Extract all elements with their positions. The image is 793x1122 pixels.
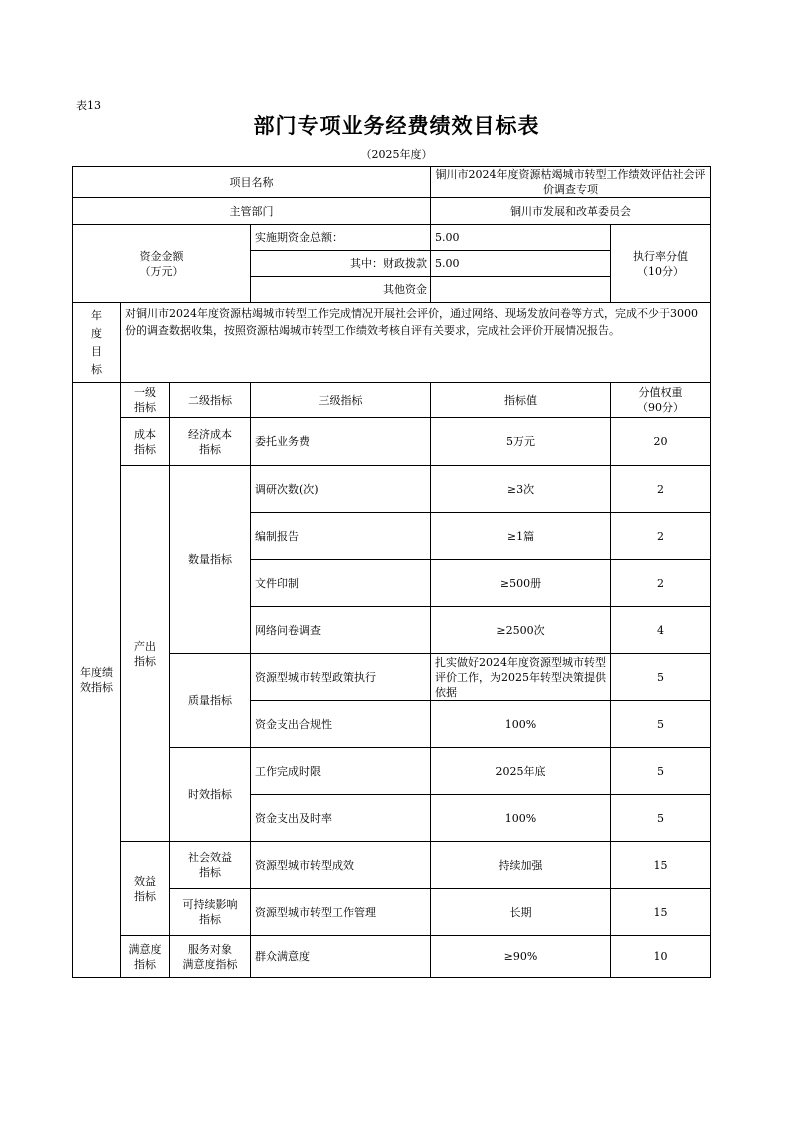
benefit-label-line2: 指标 <box>134 889 156 903</box>
indicator-value: ≥2500次 <box>431 607 611 654</box>
indicator-weight: 5 <box>611 748 711 795</box>
fiscal-funds-label: 其中：财政拨款 <box>251 251 431 277</box>
indicator-weight: 15 <box>611 842 711 889</box>
dept-label: 主管部门 <box>73 198 431 225</box>
indicator-name: 资金支出及时率 <box>251 795 431 842</box>
output-label-line1: 产出 <box>134 639 156 653</box>
quality-indicator-label: 质量指标 <box>170 654 251 748</box>
indicator-value: 5万元 <box>431 418 611 466</box>
service-satisfaction-label <box>170 936 251 978</box>
indicator-name: 资金支出合规性 <box>251 701 431 748</box>
dept-value: 铜川市发展和改革委员会 <box>431 198 711 225</box>
total-funds-label: 实施期资金总额： <box>251 225 431 251</box>
project-name-value: 铜川市2024年度资源枯竭城市转型工作绩效评估社会评价调查专项 <box>431 167 711 198</box>
indicators-label-line1: 年度绩 <box>80 666 113 679</box>
indicator-weight: 10 <box>611 936 711 978</box>
indicator-weight: 5 <box>611 654 711 701</box>
funds-label-line2: （万元） <box>139 264 184 278</box>
benefit-indicator-label <box>121 842 170 936</box>
indicator-value: 长期 <box>431 889 611 936</box>
indicator-value: ≥3次 <box>431 466 611 513</box>
header-level3: 三级指标 <box>251 383 431 418</box>
annual-indicators-label <box>73 383 121 978</box>
indicator-name: 调研次数(次) <box>251 466 431 513</box>
service-satisfaction-line2: 满意度指标 <box>182 957 238 971</box>
goal-label-char: 年 <box>91 308 102 322</box>
economic-cost-line1: 经济成本 <box>188 427 232 441</box>
social-benefit-line2: 指标 <box>199 866 221 879</box>
header-weight-line1: 分值权重 <box>638 386 683 399</box>
indicator-weight: 4 <box>611 607 711 654</box>
cost-indicator-label <box>121 418 170 466</box>
header-level2: 二级指标 <box>170 383 251 418</box>
indicator-weight: 2 <box>611 513 711 560</box>
goal-label-char: 度 <box>91 326 102 340</box>
indicators-label-line2: 效指标 <box>80 681 113 694</box>
benefit-label-line1: 效益 <box>134 874 156 888</box>
indicator-weight: 20 <box>611 418 711 466</box>
indicator-weight: 5 <box>611 701 711 748</box>
timeliness-indicator-label: 时效指标 <box>170 748 251 842</box>
other-funds-label: 其他资金 <box>251 277 431 303</box>
indicator-name: 资源型城市转型政策执行 <box>251 654 431 701</box>
indicator-weight: 5 <box>611 795 711 842</box>
header-weight-line2: （90分） <box>637 401 684 414</box>
table-number: 表13 <box>76 99 101 112</box>
cost-label-line1: 成本 <box>134 427 156 441</box>
header-level1-line2: 指标 <box>134 401 156 414</box>
exec-rate-line2: （10分） <box>637 264 684 278</box>
satisfaction-indicator-label <box>121 936 170 978</box>
indicator-name: 资源型城市转型工作管理 <box>251 889 431 936</box>
exec-rate-line1: 执行率分值 <box>633 249 688 263</box>
page-subtitle: （2025年度） <box>360 148 433 161</box>
fiscal-funds-value: 5.00 <box>431 251 611 277</box>
indicator-value: 100% <box>431 795 611 842</box>
indicator-value: 扎实做好2024年度资源型城市转型评价工作，为2025年转型决策提供依据 <box>431 654 611 701</box>
page-title: 部门专项业务经费绩效目标表 <box>253 114 540 138</box>
cost-label-line2: 指标 <box>134 442 156 456</box>
header-weight <box>611 383 711 418</box>
other-funds-value <box>431 277 611 303</box>
indicator-weight: 2 <box>611 466 711 513</box>
header-level1 <box>121 383 170 418</box>
funds-label-line1: 资金金额 <box>139 249 184 263</box>
indicator-name: 编制报告 <box>251 513 431 560</box>
goal-label-char: 目 <box>91 344 102 358</box>
funds-label <box>73 225 251 303</box>
service-satisfaction-line1: 服务对象 <box>188 942 232 956</box>
indicator-name: 委托业务费 <box>251 418 431 466</box>
annual-goal-text: 对铜川市2024年度资源枯竭城市转型工作完成情况开展社会评价，通过网络、现场发放问卷等方式，完成不少于3000份的调查数据收集，按照资源枯竭城市转型工作绩效考核自评有关要求，完成社会评价开展情况报告。 <box>121 303 711 383</box>
indicator-value: 持续加强 <box>431 842 611 889</box>
header-value: 指标值 <box>431 383 611 418</box>
goal-label-char: 标 <box>91 362 102 376</box>
exec-rate-label <box>611 225 711 303</box>
sustainable-impact-line1: 可持续影响 <box>182 898 238 911</box>
indicator-weight: 15 <box>611 889 711 936</box>
social-benefit-label <box>170 842 251 889</box>
indicator-name: 文件印制 <box>251 560 431 607</box>
indicator-name: 资源型城市转型成效 <box>251 842 431 889</box>
sustainable-impact-label <box>170 889 251 936</box>
indicator-name: 网络问卷调查 <box>251 607 431 654</box>
project-name-label: 项目名称 <box>73 167 431 198</box>
indicator-value: 2025年底 <box>431 748 611 795</box>
economic-cost-label <box>170 418 251 466</box>
quantity-indicator-label: 数量指标 <box>170 466 251 654</box>
indicator-name: 群众满意度 <box>251 936 431 978</box>
indicator-value: ≥90% <box>431 936 611 978</box>
sustainable-impact-line2: 指标 <box>199 913 221 926</box>
performance-target-table <box>72 166 711 978</box>
indicator-name: 工作完成时限 <box>251 748 431 795</box>
social-benefit-line1: 社会效益 <box>188 851 232 864</box>
annual-goal-label <box>73 303 121 383</box>
indicator-weight: 2 <box>611 560 711 607</box>
indicator-value: ≥1篇 <box>431 513 611 560</box>
indicator-value: ≥500册 <box>431 560 611 607</box>
total-funds-value: 5.00 <box>431 225 611 251</box>
output-indicator-label <box>121 466 170 842</box>
satisfaction-label-line2: 指标 <box>134 957 156 971</box>
indicator-value: 100% <box>431 701 611 748</box>
economic-cost-line2: 指标 <box>199 442 221 456</box>
satisfaction-label-line1: 满意度 <box>128 942 162 956</box>
header-level1-line1: 一级 <box>134 386 156 399</box>
output-label-line2: 指标 <box>134 654 156 668</box>
